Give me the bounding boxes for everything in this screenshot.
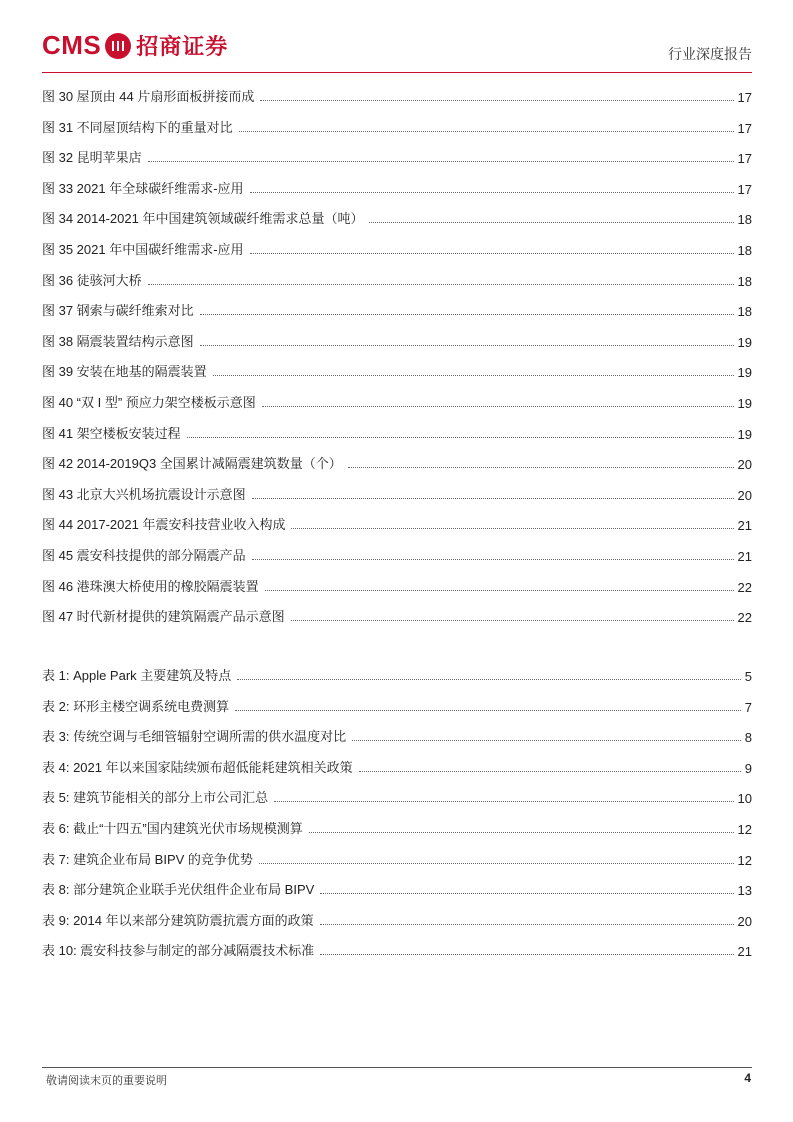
figure-entry-page: 17 xyxy=(737,151,752,167)
table-entry[interactable] xyxy=(42,878,752,898)
table-entry-page: 12 xyxy=(737,852,752,868)
dot-leader xyxy=(309,832,734,833)
table-entry[interactable] xyxy=(42,756,752,776)
table-entry-title: 表 10: 震安科技参与制定的部分减隔震技术标准 xyxy=(42,943,315,959)
figure-entry-page: 18 xyxy=(737,304,752,320)
figure-entry-page: 18 xyxy=(737,243,752,258)
dot-leader xyxy=(200,345,734,346)
figure-entry-title: 图 38 隔震装置结构示意图 xyxy=(42,333,194,349)
logo-text-en: CMS xyxy=(42,30,102,60)
figure-entry-page: 19 xyxy=(737,365,752,381)
dot-leader xyxy=(265,590,734,591)
table-entry-page: 12 xyxy=(737,822,752,837)
figure-entry[interactable] xyxy=(42,85,752,105)
figure-entry-page: 19 xyxy=(737,396,752,411)
figure-entry-page: 19 xyxy=(737,426,752,442)
table-entry[interactable] xyxy=(42,939,752,959)
figure-entry[interactable] xyxy=(42,238,752,258)
dot-leader xyxy=(320,893,733,894)
figure-entry-title: 图 30 屋顶由 44 片扇形面板拼接而成 xyxy=(42,89,255,104)
figure-entry-page: 21 xyxy=(737,518,752,534)
figure-entry[interactable] xyxy=(42,391,752,411)
figure-entry-title: 图 45 震安科技提供的部分隔震产品 xyxy=(42,548,246,563)
dot-leader xyxy=(252,498,734,499)
dot-leader xyxy=(320,954,733,955)
figure-entry-title: 图 43 北京大兴机场抗震设计示意图 xyxy=(42,486,246,502)
logo-text-cn: 招商证券 xyxy=(136,34,229,60)
figure-entry-title: 图 44 2017-2021 年震安科技营业收入构成 xyxy=(42,517,286,533)
figure-entry-title: 图 35 2021 年中国碳纤维需求-应用 xyxy=(42,242,244,257)
dot-leader xyxy=(259,863,734,864)
dot-leader xyxy=(235,710,741,711)
figure-entry-title: 图 46 港珠澳大桥使用的橡胶隔震装置 xyxy=(42,578,259,594)
footer-divider xyxy=(42,1067,752,1068)
figure-entry-title: 图 31 不同屋顶结构下的重量对比 xyxy=(42,119,233,135)
figure-entry-title: 图 47 时代新材提供的建筑隔震产品示意图 xyxy=(42,609,285,625)
table-entry-page: 9 xyxy=(744,760,752,776)
table-entry[interactable] xyxy=(42,909,752,929)
dot-leader xyxy=(369,222,733,223)
figure-entry[interactable] xyxy=(42,177,752,197)
dot-leader xyxy=(250,253,734,254)
figure-entry[interactable] xyxy=(42,146,752,166)
table-entry-page: 5 xyxy=(744,669,752,684)
dot-leader xyxy=(237,679,740,680)
table-entry-page: 21 xyxy=(737,944,752,960)
figure-entry-page: 20 xyxy=(737,487,752,503)
figure-entry-title: 图 42 2014-2019Q3 全国累计减隔震建筑数量（个） xyxy=(42,456,342,472)
dot-leader xyxy=(352,740,741,741)
figure-entry-title: 图 32 昆明苹果店 xyxy=(42,150,142,166)
figure-entry-page: 22 xyxy=(737,579,752,595)
dot-leader xyxy=(200,314,734,315)
table-entry-title: 表 2: 环形主楼空调系统电费测算 xyxy=(42,698,230,714)
dot-leader xyxy=(213,375,734,376)
dot-leader xyxy=(291,528,733,529)
table-entry-title: 表 4: 2021 年以来国家陆续颁布超低能耗建筑相关政策 xyxy=(42,759,353,775)
figure-entry-page: 17 xyxy=(737,90,752,105)
table-entry[interactable] xyxy=(42,786,752,806)
table-entry-page: 20 xyxy=(737,913,752,929)
page-header xyxy=(42,26,752,72)
report-type-label: 行业深度报告 xyxy=(668,46,752,62)
table-entry[interactable] xyxy=(42,848,752,868)
table-entry[interactable] xyxy=(42,725,752,745)
figure-entry[interactable] xyxy=(42,452,752,472)
company-logo xyxy=(42,30,228,61)
page-number: 4 xyxy=(744,1071,751,1085)
figure-entry-page: 22 xyxy=(737,610,752,626)
table-entry-page: 10 xyxy=(737,791,752,807)
figure-entry[interactable] xyxy=(42,299,752,319)
dot-leader xyxy=(148,161,734,162)
figure-entry[interactable] xyxy=(42,544,752,564)
dot-leader xyxy=(359,771,741,772)
table-entry-title: 表 7: 建筑企业布局 BIPV 的竞争优势 xyxy=(42,851,253,867)
figure-entry[interactable] xyxy=(42,605,752,625)
table-entry[interactable] xyxy=(42,695,752,715)
header-divider xyxy=(42,72,752,73)
figure-entry-page: 17 xyxy=(737,181,752,197)
table-entry-title: 表 1: Apple Park 主要建筑及特点 xyxy=(42,668,232,683)
dot-leader xyxy=(252,559,734,560)
figure-entry-page: 18 xyxy=(737,273,752,289)
dot-leader xyxy=(262,406,734,407)
table-entry-title: 表 6: 截止“十四五”国内建筑光伏市场规模测算 xyxy=(42,821,303,836)
figure-entry[interactable] xyxy=(42,483,752,503)
figure-entry-title: 图 39 安装在地基的隔震装置 xyxy=(42,364,207,380)
figure-entry[interactable] xyxy=(42,513,752,533)
figure-entry-title: 图 37 钢索与碳纤维索对比 xyxy=(42,303,194,319)
figure-entry-title: 图 41 架空楼板安装过程 xyxy=(42,425,181,441)
dot-leader xyxy=(274,801,733,802)
dot-leader xyxy=(291,620,734,621)
table-entry-page: 8 xyxy=(744,730,752,746)
figure-entry-title: 图 34 2014-2021 年中国建筑领域碳纤维需求总量（吨） xyxy=(42,211,364,227)
dot-leader xyxy=(348,467,734,468)
figure-entry[interactable] xyxy=(42,330,752,350)
logo-emblem-icon xyxy=(105,33,131,59)
figure-entry-page: 17 xyxy=(737,120,752,136)
figure-entry[interactable] xyxy=(42,422,752,442)
table-entry[interactable] xyxy=(42,664,752,684)
figure-entry[interactable] xyxy=(42,575,752,595)
figure-entry-page: 20 xyxy=(737,457,752,473)
table-entry-title: 表 8: 部分建筑企业联手光伏组件企业布局 BIPV xyxy=(42,882,315,898)
figure-entry-page: 18 xyxy=(737,212,752,228)
dot-leader xyxy=(250,192,734,193)
table-entry-title: 表 9: 2014 年以来部分建筑防震抗震方面的政策 xyxy=(42,912,314,928)
dot-leader xyxy=(320,924,734,925)
figure-entry[interactable] xyxy=(42,116,752,136)
dot-leader xyxy=(148,284,734,285)
figure-entry[interactable] xyxy=(42,207,752,227)
dot-leader xyxy=(239,131,734,132)
figure-entry[interactable] xyxy=(42,269,752,289)
table-entry-page: 13 xyxy=(737,883,752,899)
table-entry[interactable] xyxy=(42,817,752,837)
table-entry-title: 表 5: 建筑节能相关的部分上市公司汇总 xyxy=(42,790,269,806)
figure-entry-title: 图 36 徒骇河大桥 xyxy=(42,272,142,288)
figure-entry-title: 图 33 2021 年全球碳纤维需求-应用 xyxy=(42,180,244,196)
figure-entry-title: 图 40 “双 I 型” 预应力架空楼板示意图 xyxy=(42,395,256,410)
figure-entry-page: 21 xyxy=(737,549,752,564)
table-entry-title: 表 3: 传统空调与毛细管辐射空调所需的供水温度对比 xyxy=(42,729,347,745)
footer-disclaimer: 敬请阅读末页的重要说明 xyxy=(46,1075,167,1087)
table-entry-page: 7 xyxy=(744,699,752,715)
figure-entry-page: 19 xyxy=(737,334,752,350)
dot-leader xyxy=(260,100,733,101)
dot-leader xyxy=(187,437,734,438)
figure-entry[interactable] xyxy=(42,360,752,380)
